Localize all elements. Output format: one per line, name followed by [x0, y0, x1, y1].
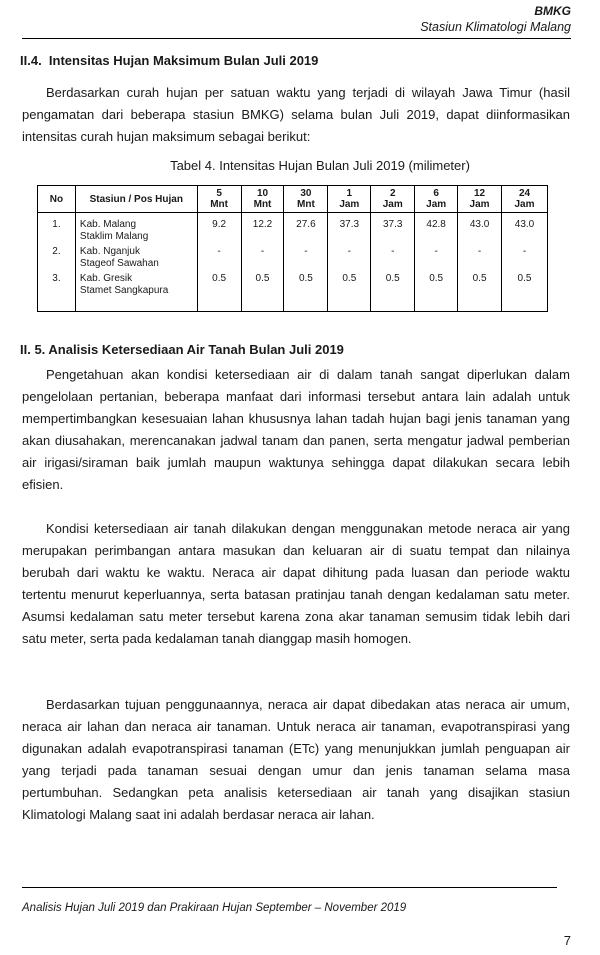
value-cell: 43.0	[458, 213, 502, 244]
intro-paragraph: Berdasarkan curah hujan per satuan waktu yang terjadi di wilayah Jawa Timur (hasil pengamatan dari beberapa stasiun BMKG) selama bulan Juli 2019, dapat diinformasikan intensitas curah hujan maksimum sebagai berikut:	[22, 85, 570, 144]
row-number: 2.	[38, 243, 76, 270]
value-cell: 12.2	[241, 213, 284, 244]
table-caption: Tabel 4. Intensitas Hujan Bulan Juli 2019 (milimeter)	[170, 158, 470, 173]
column-header-30min: 30 Mnt	[284, 186, 328, 213]
value-cell: 27.6	[284, 213, 328, 244]
value-cell: -	[415, 243, 458, 270]
column-header-10min: 10 Mnt	[241, 186, 284, 213]
value-cell: 37.3	[328, 213, 371, 244]
column-header-5min: 5 Mnt	[197, 186, 241, 213]
table-row	[38, 270, 548, 312]
value-cell: 0.5	[458, 270, 502, 312]
table-header-row	[38, 186, 548, 213]
station-cell: Kab. Nganjuk Stageof Sawahan	[75, 243, 197, 270]
column-header-1hour: 1 Jam	[328, 186, 371, 213]
row-number: 3.	[38, 270, 76, 312]
column-header-24hour: 24 Jam	[502, 186, 548, 213]
table-row	[38, 213, 548, 244]
value-cell: -	[328, 243, 371, 270]
header-station-name: Stasiun Klimatologi Malang	[420, 20, 571, 34]
value-cell: 0.5	[415, 270, 458, 312]
value-cell: 0.5	[371, 270, 415, 312]
body-paragraph: Kondisi ketersediaan air tanah dilakukan dengan menggunakan metode neraca air yang merupakan perimbangan antara masukan dan keluaran air di suatu tempat dan nilainya berubah dari waktu ke waktu. Neraca air dapat dihitung pada luasan dan periode waktu tertentu menurut keperluannya, serta batasan pratinjau tanah dengan kedalaman satu meter. Asumsi kedalaman satu meter tersebut karena zona akar tanaman semusim tidak lebih dari satu meter, serta pada kedalaman tanah dianggap masih homogen.	[22, 521, 570, 646]
header-divider	[22, 38, 571, 39]
value-cell: 0.5	[328, 270, 371, 312]
body-paragraph: Berdasarkan tujuan penggunaannya, neraca air dapat dibedakan atas neraca air umum, neraca air lahan dan neraca air tanaman. Untuk neraca air tanaman, evapotranspirasi yang digunakan adalah evapotranspirasi tanaman (ETc) yang menunjukkan jumlah penguapan air yang terjadi pada tanaman sesuai dengan umur dan jenis tanaman selama masa pertumbuhan. Sedangkan peta analisis ketersediaan air tanah yang disajikan stasiun Klimatologi Malang saat ini adalah berdasar neraca air lahan.	[22, 697, 570, 822]
value-cell: 0.5	[241, 270, 284, 312]
column-header-2hour: 2 Jam	[371, 186, 415, 213]
column-header-no: No	[38, 186, 76, 213]
value-cell: 43.0	[502, 213, 548, 244]
value-cell: -	[197, 243, 241, 270]
value-cell: 0.5	[284, 270, 328, 312]
section-heading-groundwater: II. 5. Analisis Ketersediaan Air Tanah Bulan Juli 2019	[20, 342, 344, 357]
station-cell: Kab. Malang Staklim Malang	[75, 213, 197, 244]
header-organization: BMKG	[534, 4, 571, 18]
section-title: Intensitas Hujan Maksimum Bulan Juli 2019	[48, 53, 319, 68]
table-row	[38, 243, 548, 270]
row-number: 1.	[38, 213, 76, 244]
value-cell: 42.8	[415, 213, 458, 244]
value-cell: -	[502, 243, 548, 270]
column-header-6hour: 6 Jam	[415, 186, 458, 213]
value-cell: 9.2	[197, 213, 241, 244]
footer-divider	[22, 887, 557, 888]
value-cell: -	[458, 243, 502, 270]
body-paragraph: Pengetahuan akan kondisi ketersediaan air di dalam tanah sangat diperlukan dalam pengelolaan pertanian, beberapa manfaat dari informasi tersebut antara lain adalah untuk mempertimbangkan kesesuaian lahan khususnya lahan tadah hujan bagi jenis tanaman yang akan diusahakan, merencanakan jadwal tanam dan panen, serta mengatur jadwal pemberian air irigasi/siraman baik jumlah maupun waktunya sehingga dapat dilakukan secara lebih efisien.	[22, 367, 570, 492]
value-cell: -	[371, 243, 415, 270]
page-number: 7	[563, 933, 571, 948]
rainfall-intensity-table	[37, 185, 548, 312]
station-cell: Kab. Gresik Stamet Sangkapura	[75, 270, 197, 312]
column-header-station: Stasiun / Pos Hujan	[75, 186, 197, 213]
section-number: II.4.	[20, 53, 42, 68]
value-cell: 37.3	[371, 213, 415, 244]
value-cell: 0.5	[197, 270, 241, 312]
value-cell: 0.5	[502, 270, 548, 312]
footer-text: Analisis Hujan Juli 2019 dan Prakiraan Hujan September – November 2019	[22, 902, 407, 914]
value-cell: -	[241, 243, 284, 270]
column-header-12hour: 12 Jam	[458, 186, 502, 213]
section-heading-rainfall-intensity	[20, 53, 318, 68]
value-cell: -	[284, 243, 328, 270]
